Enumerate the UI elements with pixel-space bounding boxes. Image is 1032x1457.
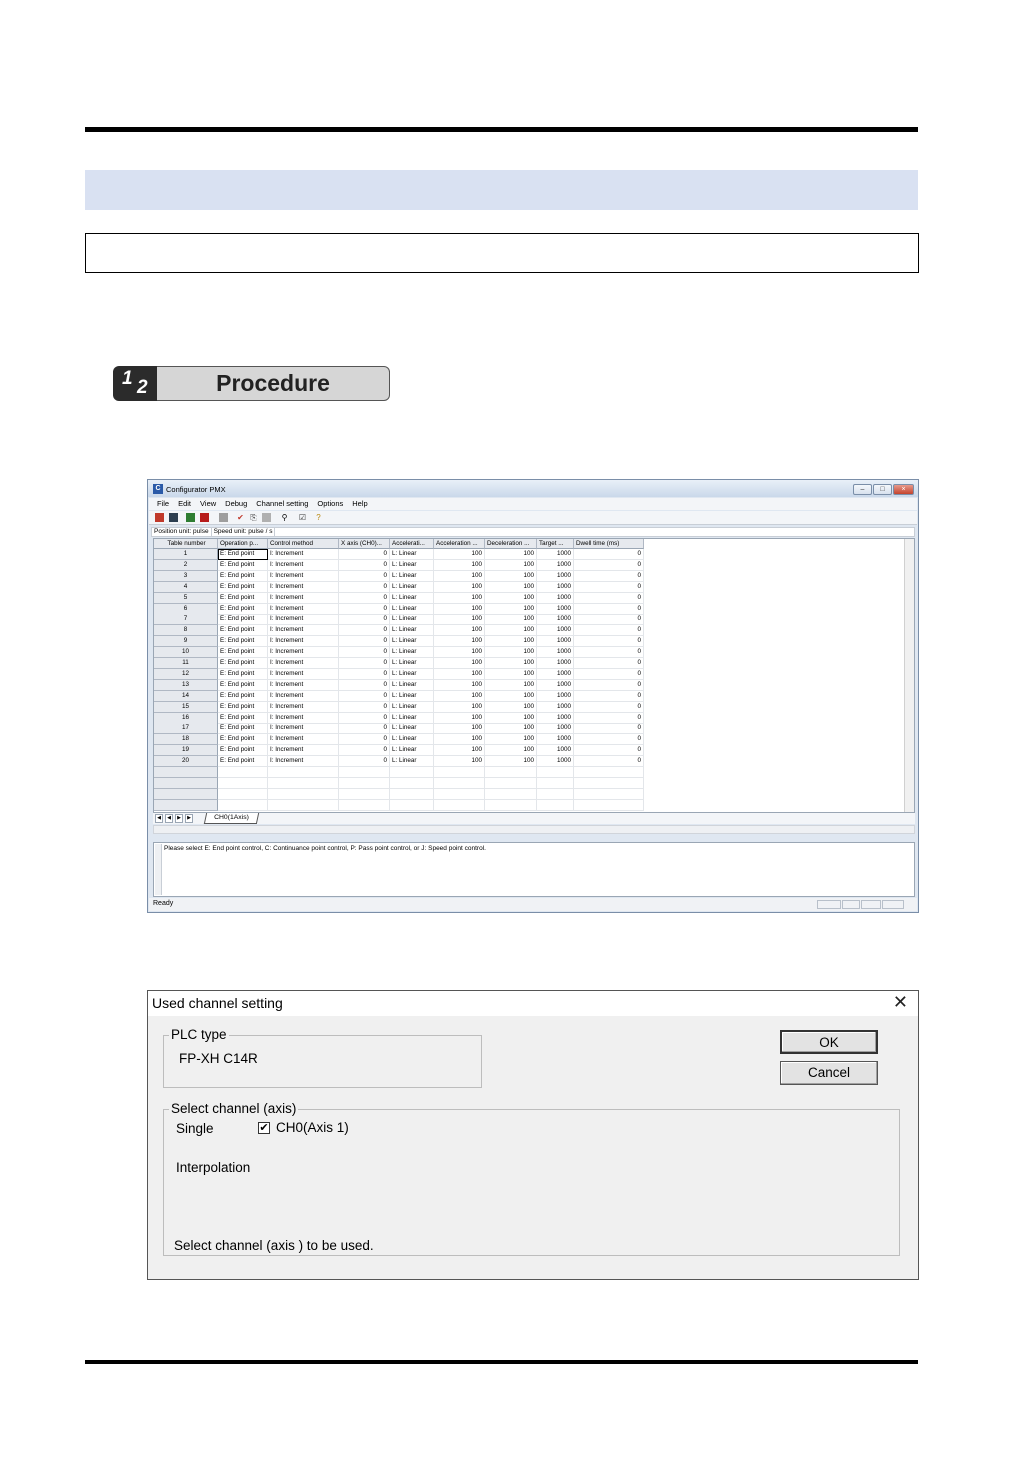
table-cell[interactable]: L: Linear xyxy=(390,636,434,647)
horizontal-scrollbar[interactable] xyxy=(153,825,915,834)
table-cell[interactable]: 1000 xyxy=(537,647,574,658)
row-header[interactable]: 7 xyxy=(154,614,218,625)
table-cell[interactable]: 100 xyxy=(485,713,537,724)
table-cell[interactable]: 0 xyxy=(574,582,644,593)
table-cell[interactable]: 100 xyxy=(485,549,537,560)
last-sheet-icon[interactable]: ▶ xyxy=(185,814,193,823)
table-cell[interactable]: 0 xyxy=(574,756,644,767)
table-cell[interactable]: 0 xyxy=(574,647,644,658)
table-cell[interactable]: 100 xyxy=(485,593,537,604)
configurator-app-icon: C xyxy=(153,484,163,494)
table-cell[interactable]: 0 xyxy=(574,636,644,647)
table-cell[interactable] xyxy=(218,800,268,811)
table-cell[interactable]: I: Increment xyxy=(268,713,339,724)
column-header[interactable]: Accelerati... xyxy=(390,539,434,549)
table-cell[interactable]: 100 xyxy=(485,745,537,756)
table-cell[interactable] xyxy=(268,778,339,789)
table-cell[interactable]: E: End point xyxy=(218,647,268,658)
menu-edit[interactable]: Edit xyxy=(178,499,192,508)
row-header[interactable] xyxy=(154,767,218,778)
table-cell[interactable]: L: Linear xyxy=(390,723,434,734)
table-cell[interactable]: 1000 xyxy=(537,636,574,647)
table-cell[interactable]: 1000 xyxy=(537,745,574,756)
table-cell[interactable]: L: Linear xyxy=(390,658,434,669)
select-channel-label: Select channel (axis) xyxy=(171,1101,297,1116)
new-file-icon[interactable] xyxy=(155,513,164,522)
procedure-number-badge: 1 2 xyxy=(113,366,159,401)
table-cell[interactable]: E: End point xyxy=(218,614,268,625)
column-header[interactable]: Control method xyxy=(268,539,339,549)
column-header[interactable]: Target ... xyxy=(537,539,574,549)
table-cell[interactable] xyxy=(574,800,644,811)
menu-file[interactable]: File xyxy=(157,499,170,508)
table-cell[interactable]: 100 xyxy=(485,560,537,571)
close-button[interactable]: × xyxy=(893,484,914,495)
table-cell[interactable]: 1000 xyxy=(537,702,574,713)
used-channel-dialog xyxy=(147,990,919,1280)
table-cell[interactable]: L: Linear xyxy=(390,625,434,636)
table-cell[interactable]: L: Linear xyxy=(390,756,434,767)
table-cell[interactable]: 100 xyxy=(485,680,537,691)
row-header[interactable]: 2 xyxy=(154,560,218,571)
column-header[interactable]: Operation p... xyxy=(218,539,268,549)
table-cell[interactable]: E: End point xyxy=(218,560,268,571)
table-cell[interactable]: E: End point xyxy=(218,723,268,734)
table-cell[interactable]: L: Linear xyxy=(390,734,434,745)
table-cell[interactable]: 0 xyxy=(339,636,390,647)
bottom-rule xyxy=(85,1360,918,1364)
table-cell[interactable]: I: Increment xyxy=(268,560,339,571)
table-cell[interactable] xyxy=(390,800,434,811)
table-cell[interactable]: 100 xyxy=(434,723,485,734)
table-cell[interactable]: I: Increment xyxy=(268,745,339,756)
table-cell[interactable]: E: End point xyxy=(218,691,268,702)
table-cell[interactable]: L: Linear xyxy=(390,702,434,713)
dialog-title: Used channel setting xyxy=(152,995,283,1011)
message-pane-handle[interactable] xyxy=(155,844,162,895)
table-cell[interactable]: 0 xyxy=(574,734,644,745)
interpolation-label: Interpolation xyxy=(176,1160,251,1175)
column-header[interactable]: Acceleration ... xyxy=(434,539,485,549)
table-cell[interactable]: 100 xyxy=(434,680,485,691)
table-cell[interactable]: E: End point xyxy=(218,636,268,647)
table-cell[interactable]: E: End point xyxy=(218,571,268,582)
row-header[interactable]: 8 xyxy=(154,625,218,636)
table-cell[interactable] xyxy=(574,789,644,800)
table-cell[interactable]: 0 xyxy=(339,549,390,560)
table-cell[interactable] xyxy=(537,800,574,811)
table-cell[interactable]: 0 xyxy=(339,702,390,713)
table-cell[interactable]: E: End point xyxy=(218,734,268,745)
table-cell[interactable] xyxy=(390,778,434,789)
sheet-tab-bar xyxy=(153,813,915,824)
table-cell[interactable]: 100 xyxy=(434,582,485,593)
minimize-button[interactable]: – xyxy=(853,484,872,495)
table-cell[interactable]: E: End point xyxy=(218,702,268,713)
table-cell[interactable]: 100 xyxy=(485,614,537,625)
row-header[interactable]: 15 xyxy=(154,702,218,713)
table-cell[interactable]: I: Increment xyxy=(268,647,339,658)
table-cell[interactable]: 100 xyxy=(485,702,537,713)
table-cell[interactable]: 0 xyxy=(339,658,390,669)
table-cell[interactable]: 100 xyxy=(434,647,485,658)
maximize-button[interactable]: □ xyxy=(873,484,892,495)
table-cell[interactable]: 1000 xyxy=(537,593,574,604)
message-text: Please select E: End point control, C: Continuance point control, P: Pass point control, or J: Speed point control. xyxy=(164,845,486,852)
table-cell[interactable] xyxy=(574,767,644,778)
ch0-checkbox[interactable]: ✔ xyxy=(259,1122,269,1134)
table-cell[interactable]: 0 xyxy=(339,604,390,615)
plc-type-label: PLC type xyxy=(171,1027,227,1042)
table-cell[interactable] xyxy=(434,767,485,778)
row-header[interactable]: 12 xyxy=(154,669,218,680)
column-header[interactable]: Dwell time (ms) xyxy=(574,539,644,549)
table-cell[interactable]: 1000 xyxy=(537,756,574,767)
tab-ch0[interactable]: CH0(1Axis) xyxy=(204,813,259,824)
status-text: Ready xyxy=(153,900,174,907)
menu-view[interactable]: View xyxy=(200,499,217,508)
row-header[interactable]: 9 xyxy=(154,636,218,647)
table-cell[interactable]: I: Increment xyxy=(268,593,339,604)
table-cell[interactable]: 1000 xyxy=(537,680,574,691)
table-cell[interactable] xyxy=(218,767,268,778)
status-bar xyxy=(149,898,917,911)
help-icon[interactable]: ? xyxy=(316,513,321,522)
table-cell[interactable]: 100 xyxy=(485,582,537,593)
table-cell[interactable]: 0 xyxy=(574,669,644,680)
status-panel xyxy=(882,900,904,909)
table-cell[interactable]: 1000 xyxy=(537,734,574,745)
row-header[interactable]: 1 xyxy=(154,549,218,560)
table-cell[interactable]: 100 xyxy=(434,756,485,767)
row-header[interactable] xyxy=(154,800,218,811)
position-table-grid xyxy=(153,538,915,813)
table-cell[interactable]: 100 xyxy=(434,549,485,560)
menu-options[interactable]: Options xyxy=(317,499,344,508)
table-cell[interactable]: L: Linear xyxy=(390,691,434,702)
table-cell[interactable]: I: Increment xyxy=(268,734,339,745)
table-cell[interactable]: I: Increment xyxy=(268,756,339,767)
select-channel-group xyxy=(163,1109,900,1256)
table-cell[interactable] xyxy=(537,789,574,800)
procedure-label: Procedure xyxy=(157,366,390,401)
first-sheet-icon[interactable]: ◀ xyxy=(155,814,163,823)
read-plc-icon[interactable] xyxy=(186,513,195,522)
row-header[interactable] xyxy=(154,789,218,800)
table-cell[interactable]: E: End point xyxy=(218,625,268,636)
table-cell[interactable]: 1000 xyxy=(537,560,574,571)
table-cell[interactable]: 1000 xyxy=(537,549,574,560)
table-cell[interactable]: I: Increment xyxy=(268,625,339,636)
table-cell[interactable]: 0 xyxy=(339,745,390,756)
table-cell[interactable]: 100 xyxy=(434,636,485,647)
check-icon[interactable]: ✔ xyxy=(237,513,244,522)
table-cell[interactable]: I: Increment xyxy=(268,669,339,680)
table-cell[interactable]: 100 xyxy=(485,647,537,658)
table-cell[interactable]: I: Increment xyxy=(268,658,339,669)
table-cell[interactable]: 100 xyxy=(434,734,485,745)
menu-channel-setting[interactable]: Channel setting xyxy=(256,499,309,508)
top-rule xyxy=(85,127,918,132)
table-cell[interactable]: 100 xyxy=(485,636,537,647)
table-cell[interactable]: 100 xyxy=(434,745,485,756)
table-cell[interactable]: 0 xyxy=(574,691,644,702)
table-cell[interactable]: 100 xyxy=(485,734,537,745)
table-cell[interactable]: L: Linear xyxy=(390,745,434,756)
row-header[interactable]: 11 xyxy=(154,658,218,669)
row-header[interactable]: 17 xyxy=(154,723,218,734)
note-box xyxy=(85,233,919,273)
table-cell[interactable]: E: End point xyxy=(218,549,268,560)
table-cell[interactable] xyxy=(218,778,268,789)
table-cell[interactable]: 0 xyxy=(339,680,390,691)
table-cell[interactable]: 0 xyxy=(574,571,644,582)
table-cell[interactable]: E: End point xyxy=(218,680,268,691)
table-cell[interactable]: L: Linear xyxy=(390,647,434,658)
table-cell[interactable]: 0 xyxy=(574,713,644,724)
message-pane xyxy=(153,842,915,897)
table-cell[interactable]: 100 xyxy=(485,604,537,615)
table-cell[interactable]: 0 xyxy=(574,723,644,734)
table-cell[interactable]: 100 xyxy=(434,658,485,669)
hint-text: Select channel (axis ) to be used. xyxy=(174,1238,374,1253)
table-cell[interactable]: 0 xyxy=(339,614,390,625)
table-cell[interactable]: L: Linear xyxy=(390,680,434,691)
speed-unit: Speed unit: pulse / s xyxy=(212,528,276,536)
table-cell[interactable]: E: End point xyxy=(218,756,268,767)
row-header[interactable]: 14 xyxy=(154,691,218,702)
procedure-heading xyxy=(113,366,390,401)
table-cell[interactable] xyxy=(434,789,485,800)
table-cell[interactable] xyxy=(390,767,434,778)
ch0-option-label[interactable]: CH0(Axis 1) xyxy=(276,1120,349,1135)
vertical-scrollbar[interactable] xyxy=(904,539,914,812)
table-cell[interactable] xyxy=(268,789,339,800)
table-cell[interactable]: 100 xyxy=(434,571,485,582)
table-cell[interactable]: I: Increment xyxy=(268,549,339,560)
table-cell[interactable]: 100 xyxy=(485,669,537,680)
table-cell[interactable]: 0 xyxy=(574,625,644,636)
menu-help[interactable]: Help xyxy=(352,499,368,508)
table-cell[interactable]: 1000 xyxy=(537,713,574,724)
table-cell[interactable]: L: Linear xyxy=(390,549,434,560)
table-cell[interactable]: 0 xyxy=(339,582,390,593)
table-cell[interactable]: 100 xyxy=(434,702,485,713)
table-cell[interactable] xyxy=(434,778,485,789)
table-cell[interactable]: 0 xyxy=(339,734,390,745)
monitor-icon[interactable] xyxy=(219,513,228,522)
row-header[interactable]: 13 xyxy=(154,680,218,691)
row-header[interactable]: 4 xyxy=(154,582,218,593)
save-icon[interactable] xyxy=(169,513,178,522)
position-unit: Position unit: pulse xyxy=(152,528,212,536)
ok-button[interactable]: OK xyxy=(780,1030,878,1054)
table-cell[interactable]: 100 xyxy=(434,560,485,571)
next-sheet-icon[interactable]: ▶ xyxy=(175,814,183,823)
table-cell[interactable]: E: End point xyxy=(218,658,268,669)
table-cell[interactable]: E: End point xyxy=(218,669,268,680)
table-cell[interactable]: L: Linear xyxy=(390,582,434,593)
table-cell[interactable]: 100 xyxy=(434,691,485,702)
table-cell[interactable] xyxy=(339,789,390,800)
table-cell[interactable]: 100 xyxy=(434,669,485,680)
table-cell[interactable]: I: Increment xyxy=(268,636,339,647)
table-cell[interactable]: 100 xyxy=(485,723,537,734)
table-cell[interactable]: 0 xyxy=(339,713,390,724)
table-cell[interactable]: 0 xyxy=(574,745,644,756)
table-cell[interactable] xyxy=(268,767,339,778)
table-cell[interactable]: 0 xyxy=(574,702,644,713)
unit-bar xyxy=(151,527,915,537)
column-header[interactable]: X axis (CH0)... xyxy=(339,539,390,549)
row-header[interactable]: 20 xyxy=(154,756,218,767)
table-cell[interactable]: 0 xyxy=(574,614,644,625)
table-cell[interactable]: 0 xyxy=(339,593,390,604)
table-cell[interactable] xyxy=(434,800,485,811)
find-icon[interactable]: ⚲ xyxy=(281,513,288,522)
table-cell[interactable]: E: End point xyxy=(218,604,268,615)
table-cell[interactable]: 0 xyxy=(574,549,644,560)
row-header[interactable]: 6 xyxy=(154,604,218,615)
table-cell[interactable] xyxy=(485,767,537,778)
single-label: Single xyxy=(176,1121,214,1136)
table-cell[interactable]: 100 xyxy=(434,593,485,604)
menu-bar xyxy=(149,498,917,510)
table-cell[interactable]: L: Linear xyxy=(390,604,434,615)
table-cell[interactable]: L: Linear xyxy=(390,669,434,680)
table-cell[interactable]: 0 xyxy=(339,571,390,582)
table-cell[interactable]: 100 xyxy=(485,691,537,702)
table-cell[interactable]: 0 xyxy=(339,647,390,658)
dialog-title-bar[interactable] xyxy=(148,991,918,1016)
table-cell[interactable] xyxy=(268,800,339,811)
table-cell[interactable]: 100 xyxy=(485,625,537,636)
column-header[interactable]: Table number xyxy=(154,539,218,549)
table-cell[interactable]: 0 xyxy=(574,593,644,604)
table-cell[interactable]: I: Increment xyxy=(268,614,339,625)
table-cell[interactable]: 0 xyxy=(574,658,644,669)
row-header[interactable]: 19 xyxy=(154,745,218,756)
table-cell[interactable] xyxy=(390,789,434,800)
section-heading-band xyxy=(85,170,918,210)
dialog-close-icon[interactable]: ✕ xyxy=(892,992,908,1012)
table-cell[interactable]: 1000 xyxy=(537,723,574,734)
row-header[interactable]: 18 xyxy=(154,734,218,745)
table-cell[interactable] xyxy=(485,789,537,800)
table-cell[interactable]: I: Increment xyxy=(268,582,339,593)
table-cell[interactable]: I: Increment xyxy=(268,571,339,582)
write-plc-icon[interactable] xyxy=(200,513,209,522)
copy-icon[interactable]: ⎘ xyxy=(250,513,257,522)
row-header[interactable]: 5 xyxy=(154,593,218,604)
window-title-bar[interactable] xyxy=(148,480,918,497)
table-cell[interactable]: 100 xyxy=(485,571,537,582)
table-cell[interactable]: L: Linear xyxy=(390,571,434,582)
status-panel xyxy=(817,900,841,909)
table-cell[interactable] xyxy=(218,789,268,800)
table-cell[interactable]: 0 xyxy=(339,756,390,767)
table-cell[interactable]: 0 xyxy=(574,604,644,615)
table-cell[interactable]: 0 xyxy=(574,680,644,691)
table-cell[interactable]: 0 xyxy=(339,669,390,680)
status-panel xyxy=(842,900,860,909)
row-header[interactable] xyxy=(154,778,218,789)
table-cell[interactable]: I: Increment xyxy=(268,723,339,734)
table-cell[interactable]: 0 xyxy=(339,723,390,734)
paste-icon[interactable] xyxy=(262,513,271,522)
table-cell[interactable]: 100 xyxy=(434,604,485,615)
configurator-window xyxy=(147,479,919,913)
table-cell[interactable] xyxy=(339,800,390,811)
toolbar xyxy=(149,511,917,525)
table-cell[interactable]: L: Linear xyxy=(390,614,434,625)
table-cell[interactable] xyxy=(537,767,574,778)
table-cell[interactable]: 1000 xyxy=(537,614,574,625)
table-cell[interactable]: 1000 xyxy=(537,582,574,593)
table-cell[interactable] xyxy=(537,778,574,789)
table-cell[interactable]: E: End point xyxy=(218,713,268,724)
table-cell[interactable]: L: Linear xyxy=(390,713,434,724)
table-cell[interactable] xyxy=(339,767,390,778)
table-cell[interactable]: I: Increment xyxy=(268,691,339,702)
column-header[interactable]: Deceleration ... xyxy=(485,539,537,549)
row-header[interactable]: 16 xyxy=(154,713,218,724)
prev-sheet-icon[interactable]: ◀ xyxy=(165,814,173,823)
plc-type-value: FP-XH C14R xyxy=(179,1051,258,1066)
row-header[interactable]: 10 xyxy=(154,647,218,658)
table-cell[interactable]: 0 xyxy=(339,691,390,702)
menu-debug[interactable]: Debug xyxy=(225,499,248,508)
table-cell[interactable]: 100 xyxy=(434,614,485,625)
table-cell[interactable]: 1000 xyxy=(537,691,574,702)
window-title: Configurator PMX xyxy=(166,485,226,494)
table-cell[interactable] xyxy=(574,778,644,789)
table-cell[interactable]: I: Increment xyxy=(268,680,339,691)
table-cell[interactable]: 1000 xyxy=(537,669,574,680)
table-cell[interactable]: 1000 xyxy=(537,625,574,636)
table-cell[interactable]: 0 xyxy=(339,625,390,636)
cancel-button[interactable]: Cancel xyxy=(780,1061,878,1085)
table-cell[interactable]: 100 xyxy=(434,625,485,636)
row-header[interactable]: 3 xyxy=(154,571,218,582)
table-cell[interactable]: 100 xyxy=(485,756,537,767)
properties-icon[interactable]: ☑ xyxy=(298,513,307,522)
table-cell[interactable]: 100 xyxy=(485,658,537,669)
table-cell[interactable]: 100 xyxy=(434,713,485,724)
table-cell[interactable]: 1000 xyxy=(537,571,574,582)
status-panel xyxy=(861,900,881,909)
table-cell[interactable] xyxy=(339,778,390,789)
table-cell[interactable]: E: End point xyxy=(218,582,268,593)
table-cell[interactable]: L: Linear xyxy=(390,593,434,604)
table-cell[interactable]: L: Linear xyxy=(390,560,434,571)
table-cell[interactable] xyxy=(485,778,537,789)
table-cell[interactable]: E: End point xyxy=(218,745,268,756)
table-cell[interactable]: 1000 xyxy=(537,604,574,615)
table-cell[interactable] xyxy=(485,800,537,811)
window-controls xyxy=(853,484,914,495)
table-cell[interactable]: I: Increment xyxy=(268,604,339,615)
table-cell[interactable]: 0 xyxy=(574,560,644,571)
table-cell[interactable]: 0 xyxy=(339,560,390,571)
table-cell[interactable]: I: Increment xyxy=(268,702,339,713)
table-cell[interactable]: 1000 xyxy=(537,658,574,669)
table-cell[interactable]: E: End point xyxy=(218,593,268,604)
